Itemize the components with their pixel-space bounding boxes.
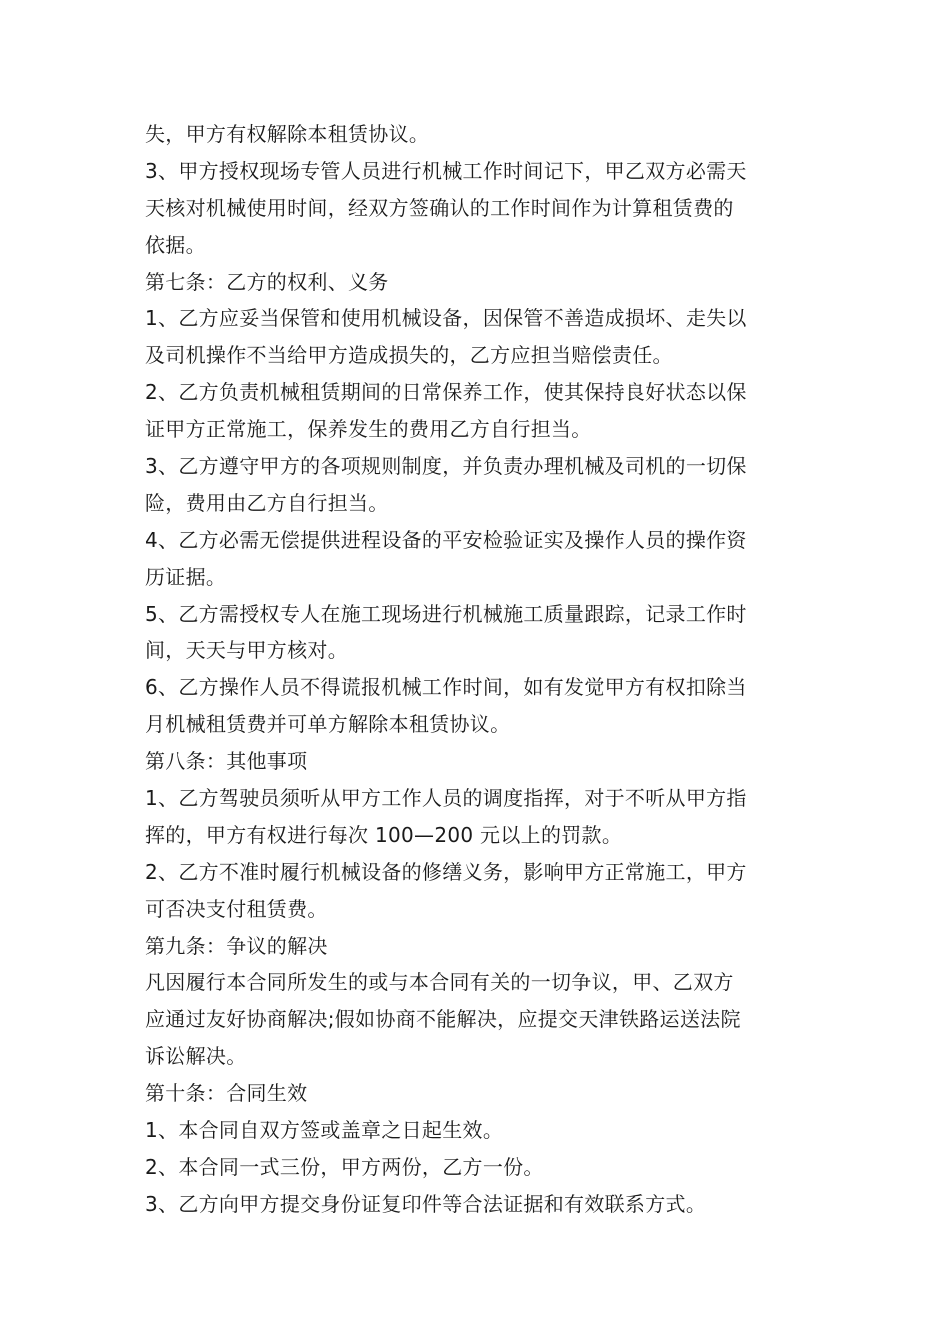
text-line-24: 凡因履行本合同所发生的或与本合同有关的一切争议，甲、乙双方 [145, 970, 734, 995]
text-line-26: 诉讼解决。 [145, 1044, 247, 1069]
text-line-6: 1、乙方应妥当保管和使用机械设备，因保管不善造成损坏、走失以 [145, 306, 747, 331]
text-line-3: 天核对机械使用时间，经双方签确认的工作时间作为计算租赁费的 [145, 195, 734, 220]
text-line-21: 2、乙方不准时履行机械设备的修缮义务，影响甲方正常施工，甲方 [145, 859, 747, 884]
text-line-13: 历证据。 [145, 564, 227, 589]
text-line-14: 5、乙方需授权专人在施工现场进行机械施工质量跟踪，记录工作时 [145, 601, 747, 626]
text-line-16: 6、乙方操作人员不得谎报机械工作时间，如有发觉甲方有权扣除当 [145, 675, 747, 700]
text-line-15: 间，天天与甲方核对。 [145, 638, 348, 663]
section-heading-article-7: 第七条：乙方的权利、义务 [145, 269, 389, 294]
text-line-8: 2、乙方负责机械租赁期间的日常保养工作，使其保持良好状态以保 [145, 380, 747, 405]
text-line-25: 应通过友好协商解决;假如协商不能解决，应提交天津铁路运送法院 [145, 1007, 741, 1032]
text-line-29: 2、本合同一式三份，甲方两份，乙方一份。 [145, 1154, 544, 1179]
text-line-1: 失，甲方有权解除本租赁协议。 [145, 122, 430, 146]
text-line-28: 1、本合同自双方签或盖章之日起生效。 [145, 1118, 504, 1143]
text-line-9: 证甲方正常施工，保养发生的费用乙方自行担当。 [145, 417, 592, 442]
document-body [145, 116, 813, 1223]
text-line-19: 1、乙方驾驶员须听从甲方工作人员的调度指挥，对于不听从甲方指 [145, 786, 747, 811]
text-line-30: 3、乙方向甲方提交身份证复印件等合法证据和有效联系方式。 [145, 1191, 707, 1216]
text-line-20: 挥的，甲方有权进行每次 100—200 元以上的罚款。 [145, 822, 623, 847]
text-line-2: 3、甲方授权现场专管人员进行机械工作时间记下，甲乙双方必需天 [145, 158, 747, 183]
section-heading-article-10: 第十条：合同生效 [145, 1081, 308, 1106]
text-line-11: 险，费用由乙方自行担当。 [145, 490, 389, 515]
section-heading-article-8: 第八条：其他事项 [145, 749, 308, 774]
text-line-10: 3、乙方遵守甲方的各项规则制度，并负责办理机械及司机的一切保 [145, 454, 747, 479]
section-heading-article-9: 第九条：争议的解决 [145, 933, 328, 958]
text-line-4: 依据。 [145, 232, 206, 257]
text-line-12: 4、乙方必需无偿提供进程设备的平安检验证实及操作人员的操作资 [145, 527, 747, 552]
text-line-17: 月机械租赁费并可单方解除本租赁协议。 [145, 712, 511, 737]
text-line-22: 可否决支付租赁费。 [145, 896, 328, 921]
text-line-7: 及司机操作不当给甲方造成损失的，乙方应担当赔偿责任。 [145, 343, 673, 368]
